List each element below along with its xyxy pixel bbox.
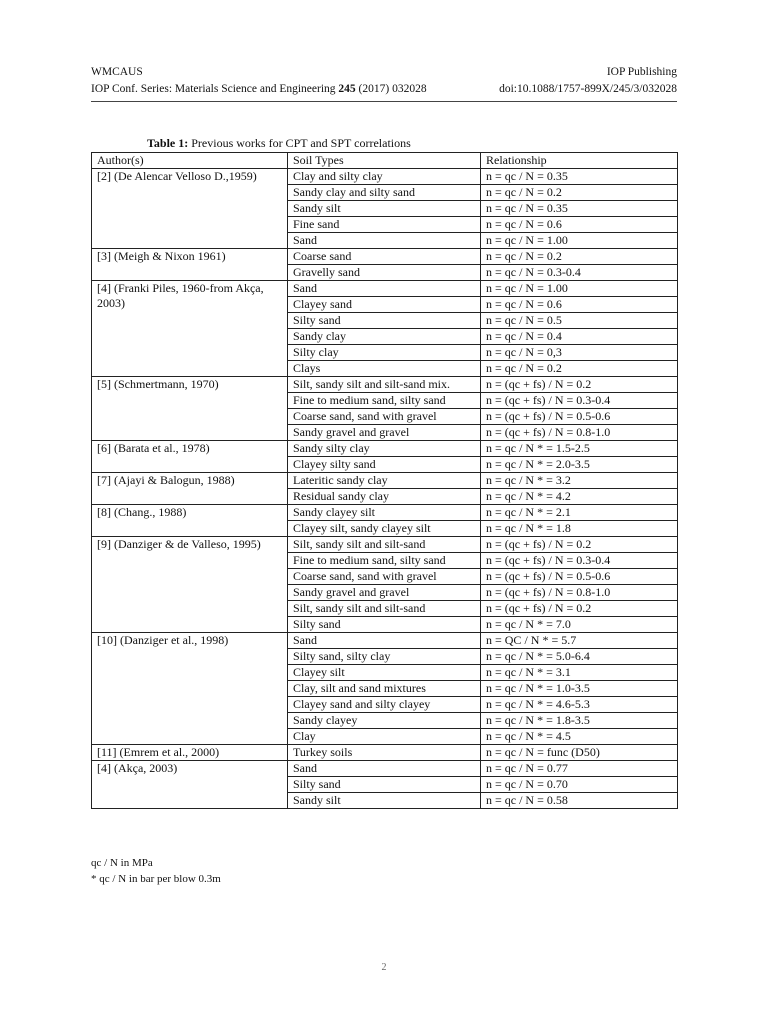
- relationship-cell: n = qc / N * = 2.1: [481, 505, 678, 521]
- running-header-top: [91, 66, 677, 78]
- relationship-cell: n = QC / N * = 5.7: [481, 633, 678, 649]
- soil-type-cell: Gravelly sand: [288, 265, 481, 281]
- relationship-cell: n = qc / N * = 4.6-5.3: [481, 697, 678, 713]
- table-row: [92, 441, 678, 457]
- soil-type-cell: Sand: [288, 633, 481, 649]
- soil-type-cell: Sand: [288, 761, 481, 777]
- header-soil-types: Soil Types: [288, 153, 481, 169]
- relationship-cell: n = qc / N = 0.6: [481, 297, 678, 313]
- relationship-cell: n = qc / N = 1.00: [481, 281, 678, 297]
- header-author: Author(s): [92, 153, 288, 169]
- soil-type-cell: Coarse sand, sand with gravel: [288, 569, 481, 585]
- relationship-cell: n = qc / N * = 1.8: [481, 521, 678, 537]
- table-row: [92, 505, 678, 521]
- relationship-cell: n = (qc + fs) / N = 0.5-0.6: [481, 569, 678, 585]
- relationship-cell: n = qc / N = func (D50): [481, 745, 678, 761]
- note-units: qc / N in MPa: [91, 857, 153, 869]
- series-citation: IOP Conf. Series: Materials Science and Engineering 245 (2017) 032028: [91, 83, 427, 95]
- relationship-cell: n = qc / N = 0.5: [481, 313, 678, 329]
- relationship-cell: n = (qc + fs) / N = 0.3-0.4: [481, 393, 678, 409]
- soil-type-cell: Sandy gravel and gravel: [288, 425, 481, 441]
- soil-type-cell: Silty clay: [288, 345, 481, 361]
- relationship-cell: n = qc / N = 0.3-0.4: [481, 265, 678, 281]
- relationship-cell: n = qc / N = 0,3: [481, 345, 678, 361]
- soil-type-cell: Clayey sand and silty clayey: [288, 697, 481, 713]
- soil-type-cell: Sandy clay and silty sand: [288, 185, 481, 201]
- author-cell: [5] (Schmertmann, 1970): [92, 377, 288, 441]
- relationship-cell: n = (qc + fs) / N = 0.3-0.4: [481, 553, 678, 569]
- soil-type-cell: Turkey soils: [288, 745, 481, 761]
- table-row: [92, 281, 678, 297]
- author-cell: [10] (Danziger et al., 1998): [92, 633, 288, 745]
- header-rule: [91, 101, 677, 102]
- header-relationship: Relationship: [481, 153, 678, 169]
- soil-type-cell: Sandy gravel and gravel: [288, 585, 481, 601]
- table-caption-text: Previous works for CPT and SPT correlations: [188, 136, 411, 150]
- soil-type-cell: Clayey silt: [288, 665, 481, 681]
- relationship-cell: n = qc / N = 0.77: [481, 761, 678, 777]
- author-cell: [9] (Danziger & de Valleso, 1995): [92, 537, 288, 633]
- soil-type-cell: Clayey sand: [288, 297, 481, 313]
- soil-type-cell: Clays: [288, 361, 481, 377]
- table-row: [92, 761, 678, 777]
- relationship-cell: n = qc / N = 0.2: [481, 185, 678, 201]
- soil-type-cell: Fine sand: [288, 217, 481, 233]
- author-cell: [2] (De Alencar Velloso D.,1959): [92, 169, 288, 249]
- soil-type-cell: Sandy silt: [288, 793, 481, 809]
- soil-type-cell: Clayey silty sand: [288, 457, 481, 473]
- table-caption: [147, 136, 411, 151]
- soil-type-cell: Sandy silty clay: [288, 441, 481, 457]
- relationship-cell: n = (qc + fs) / N = 0.2: [481, 537, 678, 553]
- correlations-table: [91, 152, 678, 809]
- relationship-cell: n = qc / N = 0.4: [481, 329, 678, 345]
- table-header-row: [92, 153, 678, 169]
- author-cell: [3] (Meigh & Nixon 1961): [92, 249, 288, 281]
- relationship-cell: n = (qc + fs) / N = 0.2: [481, 377, 678, 393]
- soil-type-cell: Coarse sand, sand with gravel: [288, 409, 481, 425]
- table-row: [92, 745, 678, 761]
- soil-type-cell: Fine to medium sand, silty sand: [288, 553, 481, 569]
- table-notes: [91, 855, 221, 887]
- table-row: [92, 249, 678, 265]
- relationship-cell: n = qc / N * = 7.0: [481, 617, 678, 633]
- publisher-name: IOP Publishing: [606, 66, 677, 78]
- page-number: 2: [381, 962, 387, 973]
- relationship-cell: n = qc / N = 0.2: [481, 249, 678, 265]
- relationship-cell: n = qc / N * = 3.2: [481, 473, 678, 489]
- table-row: [92, 473, 678, 489]
- relationship-cell: n = (qc + fs) / N = 0.2: [481, 601, 678, 617]
- relationship-cell: n = (qc + fs) / N = 0.5-0.6: [481, 409, 678, 425]
- soil-type-cell: Silt, sandy silt and silt-sand: [288, 537, 481, 553]
- relationship-cell: n = qc / N = 0.35: [481, 169, 678, 185]
- soil-type-cell: Clay and silty clay: [288, 169, 481, 185]
- soil-type-cell: Lateritic sandy clay: [288, 473, 481, 489]
- relationship-cell: n = qc / N * = 2.0-3.5: [481, 457, 678, 473]
- table-row: [92, 169, 678, 185]
- running-header-citation: [91, 83, 677, 95]
- soil-type-cell: Silty sand: [288, 777, 481, 793]
- relationship-cell: n = qc / N = 1.00: [481, 233, 678, 249]
- relationship-cell: n = qc / N = 0.2: [481, 361, 678, 377]
- author-cell: [8] (Chang., 1988): [92, 505, 288, 537]
- author-cell: [6] (Barata et al., 1978): [92, 441, 288, 473]
- soil-type-cell: Silty sand, silty clay: [288, 649, 481, 665]
- author-cell: [4] (Akça, 2003): [92, 761, 288, 809]
- table-row: [92, 537, 678, 553]
- table-caption-label: Table 1:: [147, 136, 189, 150]
- doi-text: doi:10.1088/1757-899X/245/3/032028: [499, 83, 677, 95]
- soil-type-cell: Sand: [288, 281, 481, 297]
- relationship-cell: n = qc / N * = 1.5-2.5: [481, 441, 678, 457]
- soil-type-cell: Fine to medium sand, silty sand: [288, 393, 481, 409]
- soil-type-cell: Sandy clayey silt: [288, 505, 481, 521]
- relationship-cell: n = qc / N * = 1.0-3.5: [481, 681, 678, 697]
- author-cell: [11] (Emrem et al., 2000): [92, 745, 288, 761]
- note-asterisk: * qc / N in bar per blow 0.3m: [91, 873, 221, 885]
- soil-type-cell: Clay: [288, 729, 481, 745]
- conference-name: WMCAUS: [91, 66, 143, 78]
- soil-type-cell: Silt, sandy silt and silt-sand mix.: [288, 377, 481, 393]
- relationship-cell: n = qc / N * = 4.5: [481, 729, 678, 745]
- soil-type-cell: Sandy silt: [288, 201, 481, 217]
- soil-type-cell: Sand: [288, 233, 481, 249]
- soil-type-cell: Silt, sandy silt and silt-sand: [288, 601, 481, 617]
- soil-type-cell: Silty sand: [288, 313, 481, 329]
- relationship-cell: n = qc / N * = 4.2: [481, 489, 678, 505]
- soil-type-cell: Residual sandy clay: [288, 489, 481, 505]
- soil-type-cell: Sandy clay: [288, 329, 481, 345]
- soil-type-cell: Silty sand: [288, 617, 481, 633]
- relationship-cell: n = qc / N = 0.70: [481, 777, 678, 793]
- author-cell: [4] (Franki Piles, 1960-from Akça, 2003): [92, 281, 288, 377]
- relationship-cell: n = qc / N * = 5.0-6.4: [481, 649, 678, 665]
- table-row: [92, 377, 678, 393]
- relationship-cell: n = qc / N * = 1.8-3.5: [481, 713, 678, 729]
- relationship-cell: n = qc / N * = 3.1: [481, 665, 678, 681]
- relationship-cell: n = qc / N = 0.58: [481, 793, 678, 809]
- volume-number: 245: [338, 83, 356, 95]
- author-cell: [7] (Ajayi & Balogun, 1988): [92, 473, 288, 505]
- relationship-cell: n = (qc + fs) / N = 0.8-1.0: [481, 425, 678, 441]
- soil-type-cell: Clayey silt, sandy clayey silt: [288, 521, 481, 537]
- soil-type-cell: Clay, silt and sand mixtures: [288, 681, 481, 697]
- soil-type-cell: Coarse sand: [288, 249, 481, 265]
- soil-type-cell: Sandy clayey: [288, 713, 481, 729]
- relationship-cell: n = qc / N = 0.35: [481, 201, 678, 217]
- relationship-cell: n = qc / N = 0.6: [481, 217, 678, 233]
- relationship-cell: n = (qc + fs) / N = 0.8-1.0: [481, 585, 678, 601]
- table-row: [92, 633, 678, 649]
